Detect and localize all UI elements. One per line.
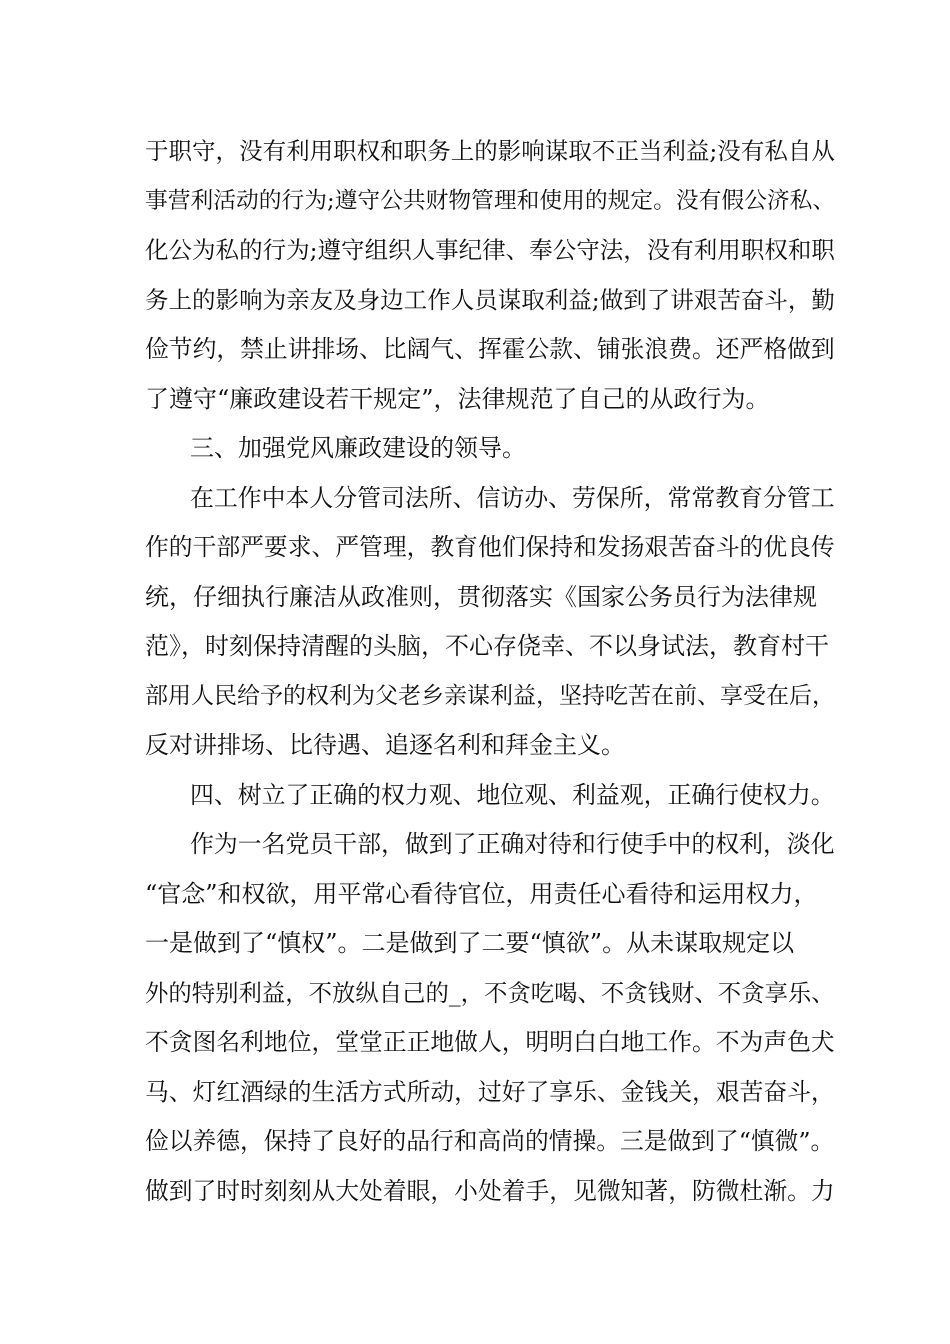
text-line: 化公为私的行为;遵守组织人事纪律、奉公守法，没有利用职权和职 — [145, 236, 835, 264]
text-line: 做到了时时刻刻从大处着眼，小处着手，见微知著，防微杜渐。力 — [145, 1177, 835, 1205]
text-line: 于职守，没有利用职权和职务上的影响谋取不正当利益;没有私自从 — [145, 137, 835, 165]
text-line: 部用人民给予的权利为父老乡亲谋利益，坚持吃苦在前、享受在后， — [145, 683, 835, 709]
text-line: 了遵守“廉政建设若干规定”，法律规范了自己的从政行为。 — [145, 385, 770, 413]
text-line: 作的干部严要求、严管理，教育他们保持和发扬艰苦奋斗的优良传 — [145, 533, 835, 561]
text-line: 外的特别利益，不放纵自己的_，不贪吃喝、不贪钱财、不贪享乐、 — [145, 979, 835, 1007]
text-line: 反对讲排场、比待遇、追逐名利和拜金主义。 — [145, 731, 625, 759]
text-line: 范》，时刻保持清醒的头脑，不心存侥幸、不以身试法，教育村干 — [145, 632, 829, 660]
text-line: 事营利活动的行为;遵守公共财物管理和使用的规定。没有假公济私、 — [145, 188, 836, 214]
paragraph-first-line: 作为一名党员干部，做到了正确对待和行使手中的权利，淡化 — [190, 830, 835, 858]
section-heading: 三、加强党风廉政建设的领导。 — [190, 434, 526, 462]
text-line: 俭以养德，保持了良好的品行和高尚的情操。三是做到了“慎微”。 — [145, 1127, 835, 1155]
section-heading: 四、树立了正确的权力观、地位观、利益观，正确行使权力。 — [190, 781, 835, 809]
text-line: 务上的影响为亲友及身边工作人员谋取利益;做到了讲艰苦奋斗，勤 — [145, 286, 835, 314]
text-line: 统，仔细执行廉洁从政准则，贯彻落实《国家公务员行为法律规 — [145, 583, 817, 611]
text-line: 一是做到了“慎权”。二是做到了二要“慎欲”。从未谋取规定以 — [145, 929, 795, 957]
text-line: 不贪图名利地位，堂堂正正地做人，明明白白地工作。不为声色犬 — [145, 1028, 835, 1056]
text-line: “官念”和权欲，用平常心看待官位，用责任心看待和运用权力， — [145, 880, 818, 908]
paragraph-first-line: 在工作中本人分管司法所、信访办、劳保所，常常教育分管工 — [190, 484, 835, 512]
text-line: 俭节约，禁止讲排场、比阔气、挥霍公款、铺张浪费。还严格做到 — [145, 335, 835, 363]
text-line: 马、灯红酒绿的生活方式所动，过好了享乐、金钱关，艰苦奋斗， — [145, 1078, 835, 1106]
